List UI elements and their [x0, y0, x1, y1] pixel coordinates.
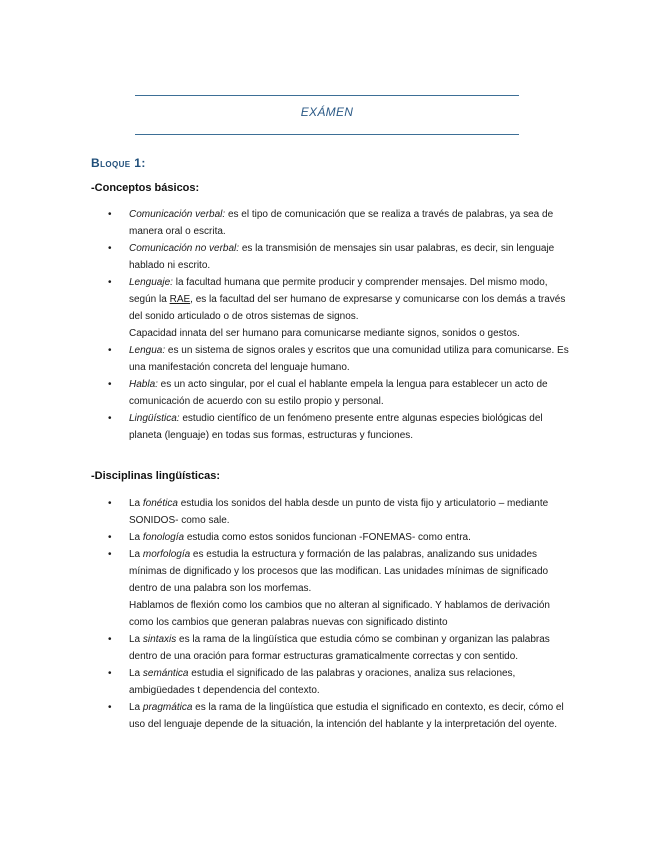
title-bottom-rule	[135, 134, 519, 135]
bullet-icon: •	[108, 243, 112, 254]
article: La	[129, 634, 143, 645]
section-heading-conceptos: -Conceptos básicos:	[91, 182, 200, 194]
bullet-icon: •	[108, 379, 112, 390]
term: Lengua:	[129, 345, 166, 356]
page-title: EXÁMEN	[300, 105, 354, 119]
article: La	[129, 668, 143, 679]
definition: estudio científico de un fenómeno presente entre algunas especies biológicas del planeta (lenguaje) en todas sus formas, estructuras y funciones.	[129, 413, 543, 441]
definition: la facultad humana que permite producir y comprender mensajes. Del mismo modo, según la	[129, 277, 548, 305]
bullet-icon: •	[108, 532, 112, 543]
definition: es la rama de la lingüística que estudia cómo se combinan y organizan las palabras dentro de una oración para formar estructuras gramaticalmente correctas y con sentido.	[129, 634, 550, 662]
conceptos-list	[91, 206, 571, 444]
term: semántica	[142, 668, 189, 679]
article: La	[129, 532, 143, 543]
term: sintaxis	[142, 634, 177, 645]
definition: es un sistema de signos orales y escritos que una comunidad utiliza para comunicarse. Es una manifestación concreta del lenguaje humano.	[129, 345, 569, 373]
list-item	[91, 665, 571, 699]
definition: es el tipo de comunicación que se realiza a través de palabras, ya sea de manera oral o escrita.	[129, 209, 554, 237]
list-item	[91, 240, 571, 274]
list-item	[91, 495, 571, 529]
list-item	[91, 342, 571, 376]
term: fonología	[142, 532, 185, 543]
block-heading: Bloque 1:	[91, 156, 146, 170]
term: Lingüística:	[129, 413, 180, 424]
definition: es estudia la estructura y formación de las palabras, analizando sus unidades mínimas de dignificado y los procesos que las modifican. Las unidades mínimas de significado dentro de una palabra son los morfemas.	[129, 549, 549, 594]
bullet-icon: •	[108, 634, 112, 645]
bullet-icon: •	[108, 702, 112, 713]
term: morfología	[142, 549, 191, 560]
bullet-icon: •	[108, 345, 112, 356]
definition: estudia como estos sonidos funcionan -FONEMAS- como entra.	[184, 532, 471, 543]
list-item	[91, 529, 571, 546]
rae-link: RAE	[169, 294, 191, 305]
article: La	[129, 702, 143, 713]
definition-continued: , es la facultad del ser humano de expresarse y comunicarse con los demás a través del sonido articulado o de otros sistemas de signos.	[129, 294, 566, 322]
list-item	[91, 546, 571, 631]
term: pragmática	[142, 702, 193, 713]
definition-extra: Hablamos de flexión como los cambios que no alteran al significado. Y hablamos de derivación como los cambios que generan palabras nuevas con significado distinto	[129, 600, 550, 628]
section-heading-disciplinas: -Disciplinas lingüísticas:	[91, 470, 220, 482]
article: La	[129, 549, 143, 560]
article: La	[129, 498, 143, 509]
bullet-icon: •	[108, 549, 112, 560]
bullet-icon: •	[108, 668, 112, 679]
title-top-rule	[135, 95, 519, 96]
definition: es la rama de la lingüística que estudia el significado en contexto, es decir, cómo el uso del lenguaje depende de la situación, la intención del hablante y la interpretación del oyente.	[129, 702, 564, 730]
bullet-icon: •	[108, 413, 112, 424]
definition-extra: Capacidad innata del ser humano para comunicarse mediante signos, sonidos o gestos.	[129, 328, 520, 339]
list-item	[91, 206, 571, 240]
definition: estudia los sonidos del habla desde un punto de vista fijo y articulatorio – mediante SONIDOS- como sale.	[129, 498, 549, 526]
bullet-icon: •	[108, 498, 112, 509]
list-item	[91, 410, 571, 444]
definition: es la transmisión de mensajes sin usar palabras, es decir, sin lenguaje hablado ni escrito.	[129, 243, 555, 271]
bullet-icon: •	[108, 209, 112, 220]
term: fonética	[142, 498, 178, 509]
list-item	[91, 376, 571, 410]
term: Comunicación verbal:	[129, 209, 226, 220]
definition: estudia el significado de las palabras y oraciones, analiza sus relaciones, ambigüedades t dependencia del contexto.	[129, 668, 516, 696]
list-item	[91, 631, 571, 665]
term: Habla:	[129, 379, 158, 390]
bullet-icon: •	[108, 277, 112, 288]
list-item	[91, 699, 571, 733]
list-item	[91, 274, 571, 342]
term: Lenguaje:	[129, 277, 173, 288]
definition: es un acto singular, por el cual el hablante empela la lengua para establecer un acto de comunicación de acuerdo con su estilo propio y personal.	[129, 379, 548, 407]
disciplinas-list	[91, 495, 571, 733]
term: Comunicación no verbal:	[129, 243, 240, 254]
